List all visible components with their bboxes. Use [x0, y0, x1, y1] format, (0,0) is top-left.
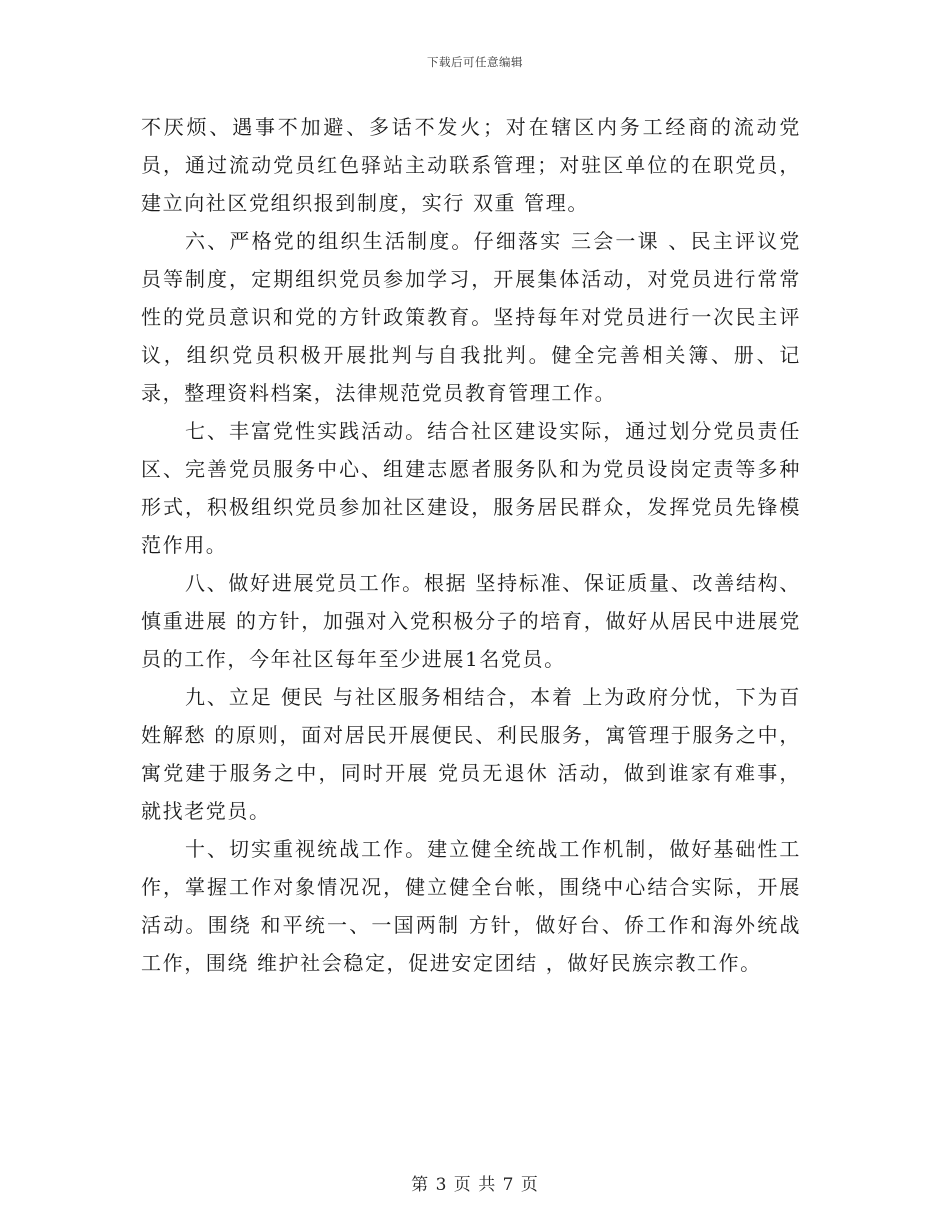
page-number-footer: 第 3 页 共 7 页 — [411, 1175, 539, 1195]
paragraph-section-7: 七、丰富党性实践活动。结合社区建设实际，通过划分党员责任区、完善党员服务中心、组建志愿者服务队和为党员设岗定责等多种形式，积极组织党员参加社区建设，服务居民群众，发挥党员先锋模范作用。 — [141, 419, 801, 557]
paragraph-continuation: 不厌烦、遇事不加避、多话不发火；对在辖区内务工经商的流动党员，通过流动党员红色驿站主动联系管理；对驻区单位的在职党员，建立向社区党组织报到制度，实行 双重 管理。 — [141, 115, 801, 215]
paragraph-section-9: 九、立足 便民 与社区服务相结合，本着 上为政府分忧，下为百姓解愁 的原则，面对居民开展便民、利民服务，寓管理于服务之中，寓党建于服务之中，同时开展 党员无退休 活动，做到谁家有难事，就找老党员。 — [141, 685, 801, 823]
document-body — [141, 108, 801, 982]
paragraph-section-6: 六、严格党的组织生活制度。仔细落实 三会一课 、民主评议党员等制度，定期组织党员参加学习，开展集体活动，对党员进行常常性的党员意识和党的方针政策教育。坚持每年对党员进行一次民主评议，组织党员积极开展批判与自我批判。健全完善相关簿、册、记录，整理资料档案，法律规范党员教育管理工作。 — [141, 229, 801, 405]
paragraph-section-8: 八、做好进展党员工作。根据 坚持标准、保证质量、改善结构、慎重进展 的方针，加强对入党积极分子的培育，做好从居民中进展党员的工作，今年社区每年至少进展1名党员。 — [141, 571, 801, 671]
page-header: 下载后可任意编辑 — [427, 55, 523, 69]
paragraph-section-10: 十、切实重视统战工作。建立健全统战工作机制，做好基础性工作，掌握工作对象情况况，健立健全台帐，围绕中心结合实际，开展活动。围绕 和平统一、一国两制 方针，做好台、侨工作和海外统战工作，围绕 维护社会稳定，促进安定团结 ，做好民族宗教工作。 — [141, 837, 801, 975]
